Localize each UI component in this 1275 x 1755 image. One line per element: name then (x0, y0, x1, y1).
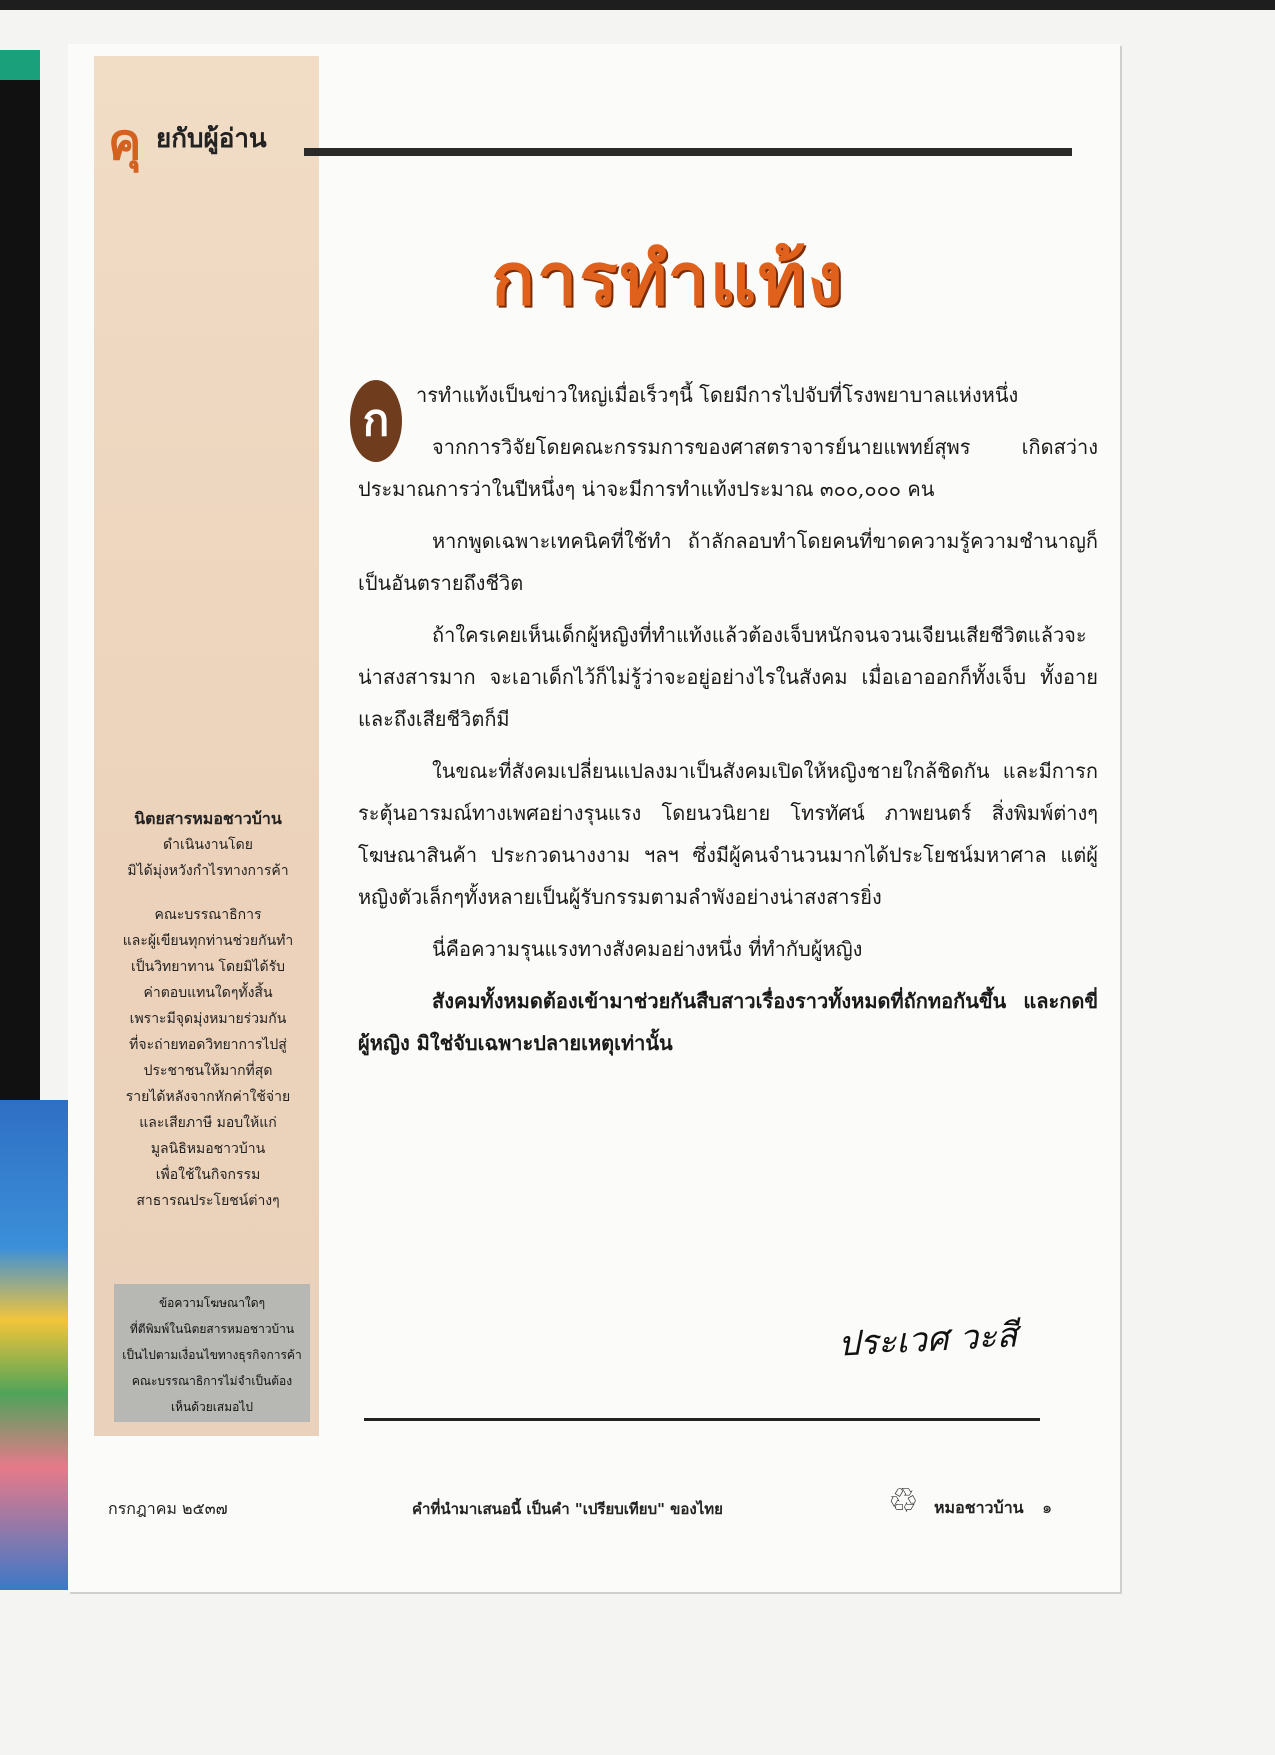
sidebar-line: และผู้เขียนทุกท่านช่วยกันทำ (122, 933, 294, 949)
paragraph-4: ถ้าใครเคยเห็นเด็กผู้หญิงที่ทำแท้งแล้วต้องเจ็บหนักจนจวนเจียนเสียชีวิตแล้วจะน่าสงสารมาก จะเอาเด็กไว้ก็ไม่รู้ว่าจะอยู่อย่างไรในสังคม เมื่อเอาออกก็ทั้งเจ็บ ทั้งอาย และถึงเสียชีวิตก็มี (358, 623, 1098, 731)
section-header-label: ยกับผู้อ่าน (156, 124, 267, 154)
bottom-rule (364, 1418, 1040, 1421)
article-body (358, 374, 1098, 1074)
disclaimer-line: คณะบรรณาธิการไม่จำเป็นต้อง (131, 1374, 293, 1388)
recycle-icon: ♲ (888, 1481, 919, 1521)
paragraph-5: ในขณะที่สังคมเปลี่ยนแปลงมาเป็นสังคมเปิดให้หญิงชายใกล้ชิดกัน และมีการกระตุ้นอารมณ์ทางเพศอย่างรุนแรง โดยนวนิยาย โทรทัศน์ ภาพยนตร์ สิ่งพิมพ์ต่างๆ โฆษณาสินค้า ประกวดนางงาม ฯลฯ ซึ่งมีผู้คนจำนวนมากได้ประโยชน์มหาศาล แต่ผู้หญิงตัวเล็กๆทั้งหลายเป็นผู้รับกรรมตามลำพังอย่างน่าสงสารยิ่ง (358, 759, 1098, 909)
disclaimer-line: ข้อความโฆษณาใดๆ (158, 1296, 266, 1310)
section-header-rule (304, 148, 1072, 156)
paragraph-7: สังคมทั้งหมดต้องเข้ามาช่วยกันสืบสาวเรื่องราวทั้งหมดที่ถักทอกันขึ้น และกดขี่ผู้หญิง มิใช่จับเฉพาะปลายเหตุเท่านั้น (358, 989, 1098, 1055)
sidebar-line: สาธารณประโยชน์ต่างๆ (136, 1193, 280, 1209)
sidebar-line: คณะบรรณาธิการ (154, 907, 262, 923)
section-header (108, 112, 1086, 172)
footer-date: กรกฎาคม ๒๕๓๗ (108, 1499, 228, 1518)
sidebar-line: ที่จะถ่ายทอดวิทยาการไปสู่ (129, 1037, 287, 1053)
sidebar-magazine-name: นิตยสารหมอชาวบ้าน (134, 809, 282, 828)
sidebar-line: เพราะมีจุดมุ่งหมายร่วมกัน (129, 1011, 287, 1027)
disclaimer-line: ที่ตีพิมพ์ในนิตยสารหมอชาวบ้าน (129, 1322, 295, 1336)
footer-magazine-name: หมอชาวบ้าน (934, 1498, 1024, 1517)
author-signature: ประเวศ วะสี (837, 1315, 1019, 1365)
sidebar-line: ค่าตอบแทนใดๆทั้งสิ้น (143, 985, 273, 1001)
paragraph-1: ารทำแท้งเป็นข่าวใหญ่เมื่อเร็วๆนี้ โดยมีการไปจับที่โรงพยาบาลแห่งหนึ่ง (416, 383, 1019, 407)
page-number: ๑ (1042, 1498, 1053, 1517)
magazine-page (68, 44, 1120, 1592)
drop-cap: ก (350, 380, 402, 462)
sidebar-line: มิได้มุ่งหวังกำไรทางการค้า (127, 863, 289, 879)
sidebar-line: เป็นวิทยาทาน โดยมิได้รับ (130, 959, 286, 975)
cover-spine-stripe (0, 50, 40, 80)
sidebar-line: ดำเนินงานโดย (163, 837, 253, 853)
cover-artwork-edge (0, 1100, 68, 1590)
footer-note: คำที่นำมาเสนอนี้ เป็นคำ "เปรียบเทียบ" ของไทย (412, 1500, 723, 1518)
sidebar-text (108, 806, 308, 1214)
ad-disclaimer-box (114, 1284, 310, 1422)
paragraph-6: นี่คือความรุนแรงทางสังคมอย่างหนึ่ง ที่ทำกับผู้หญิง (432, 937, 863, 961)
disclaimer-line: เป็นไปตามเงื่อนไขทางธุรกิจการค้า (122, 1348, 302, 1362)
sidebar-line: ประชาชนให้มากที่สุด (143, 1063, 273, 1079)
sidebar-line: และเสียภาษี มอบให้แก่ (139, 1115, 277, 1131)
sidebar-panel (94, 56, 319, 1436)
section-header-initial: คุ (108, 113, 142, 171)
paragraph-3: หากพูดเฉพาะเทคนิคที่ใช้ทำ ถ้าลักลอบทำโดยคนที่ขาดความรู้ความชำนาญก็เป็นอันตรายถึงชีวิต (358, 529, 1098, 595)
scan-border-top (0, 0, 1275, 10)
sidebar-line: มูลนิธิหมอชาวบ้าน (150, 1141, 266, 1157)
sidebar-line: รายได้หลังจากหักค่าใช้จ่าย (125, 1089, 291, 1105)
disclaimer-line: เห็นด้วยเสมอไป (171, 1400, 253, 1414)
sidebar-line: เพื่อใช้ในกิจกรรม (155, 1167, 261, 1183)
article-title: การทำแท้ง (491, 237, 845, 321)
paragraph-2: จากการวิจัยโดยคณะกรรมการของศาสตราจารย์นายแพทย์สุพร เกิดสว่าง ประมาณการว่าในปีหนึ่งๆ น่าจะมีการทำแท้งประมาณ ๓๐๐,๐๐๐ คน (358, 435, 1098, 501)
